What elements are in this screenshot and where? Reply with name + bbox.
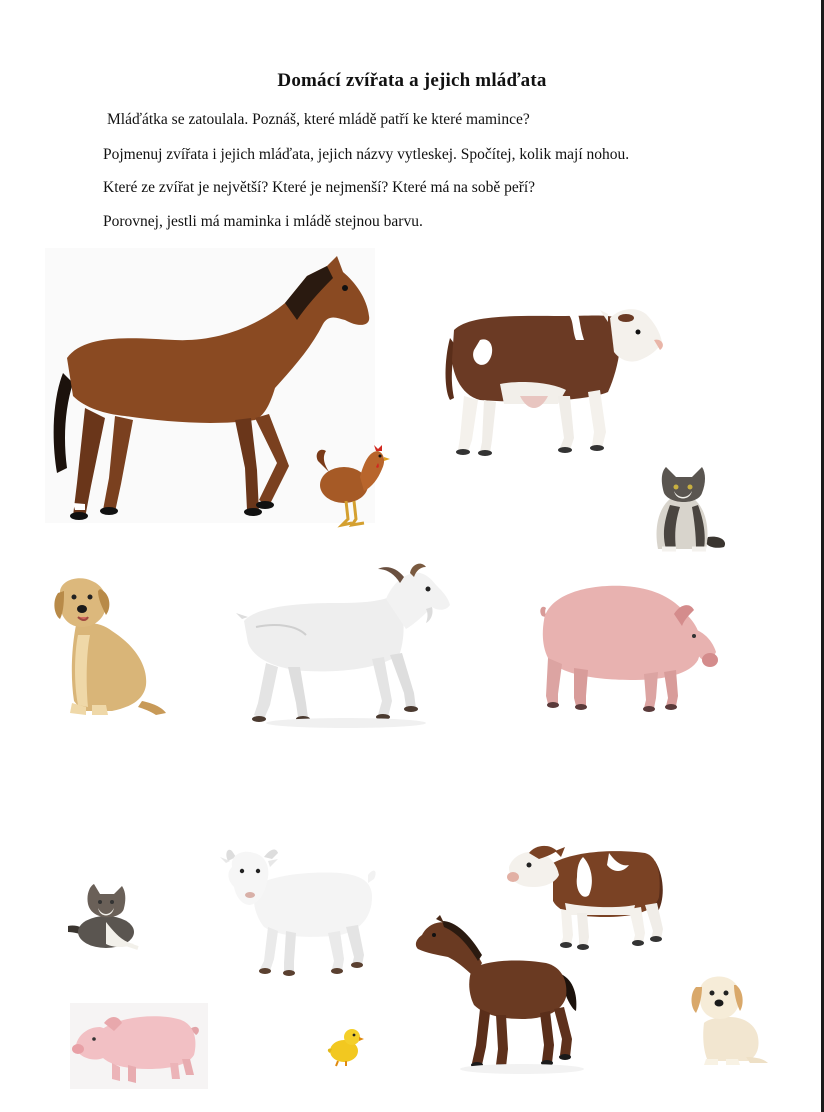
cat-picture bbox=[648, 465, 730, 555]
foal-picture bbox=[412, 915, 584, 1077]
instruction-3: Které ze zvířat je největší? Které je nejmenší? Které má na sobě peří? bbox=[103, 179, 536, 196]
cow-picture bbox=[440, 300, 670, 465]
kitten-picture bbox=[66, 882, 142, 954]
instruction-1: Mláďátka se zatoulala. Poznáš, které mládě patří ke které mamince? bbox=[107, 111, 530, 128]
chick-picture bbox=[324, 1025, 364, 1067]
worksheet-title: Domácí zvířata a jejich mláďata bbox=[277, 70, 547, 91]
goat-picture bbox=[236, 563, 454, 731]
pig-picture bbox=[534, 580, 720, 718]
instruction-4: Porovnej, jestli má maminka i mládě stejnou barvu. bbox=[103, 213, 423, 230]
piglet-picture bbox=[70, 1003, 208, 1089]
hen-picture bbox=[312, 443, 390, 528]
instruction-2: Pojmenuj zvířata i jejich mláďata, jejich názvy vytleskej. Spočítej, kolik mají nohou. bbox=[103, 146, 630, 163]
puppy-picture bbox=[690, 973, 772, 1067]
dog-picture bbox=[52, 575, 170, 720]
goat-kid-picture bbox=[220, 847, 378, 979]
